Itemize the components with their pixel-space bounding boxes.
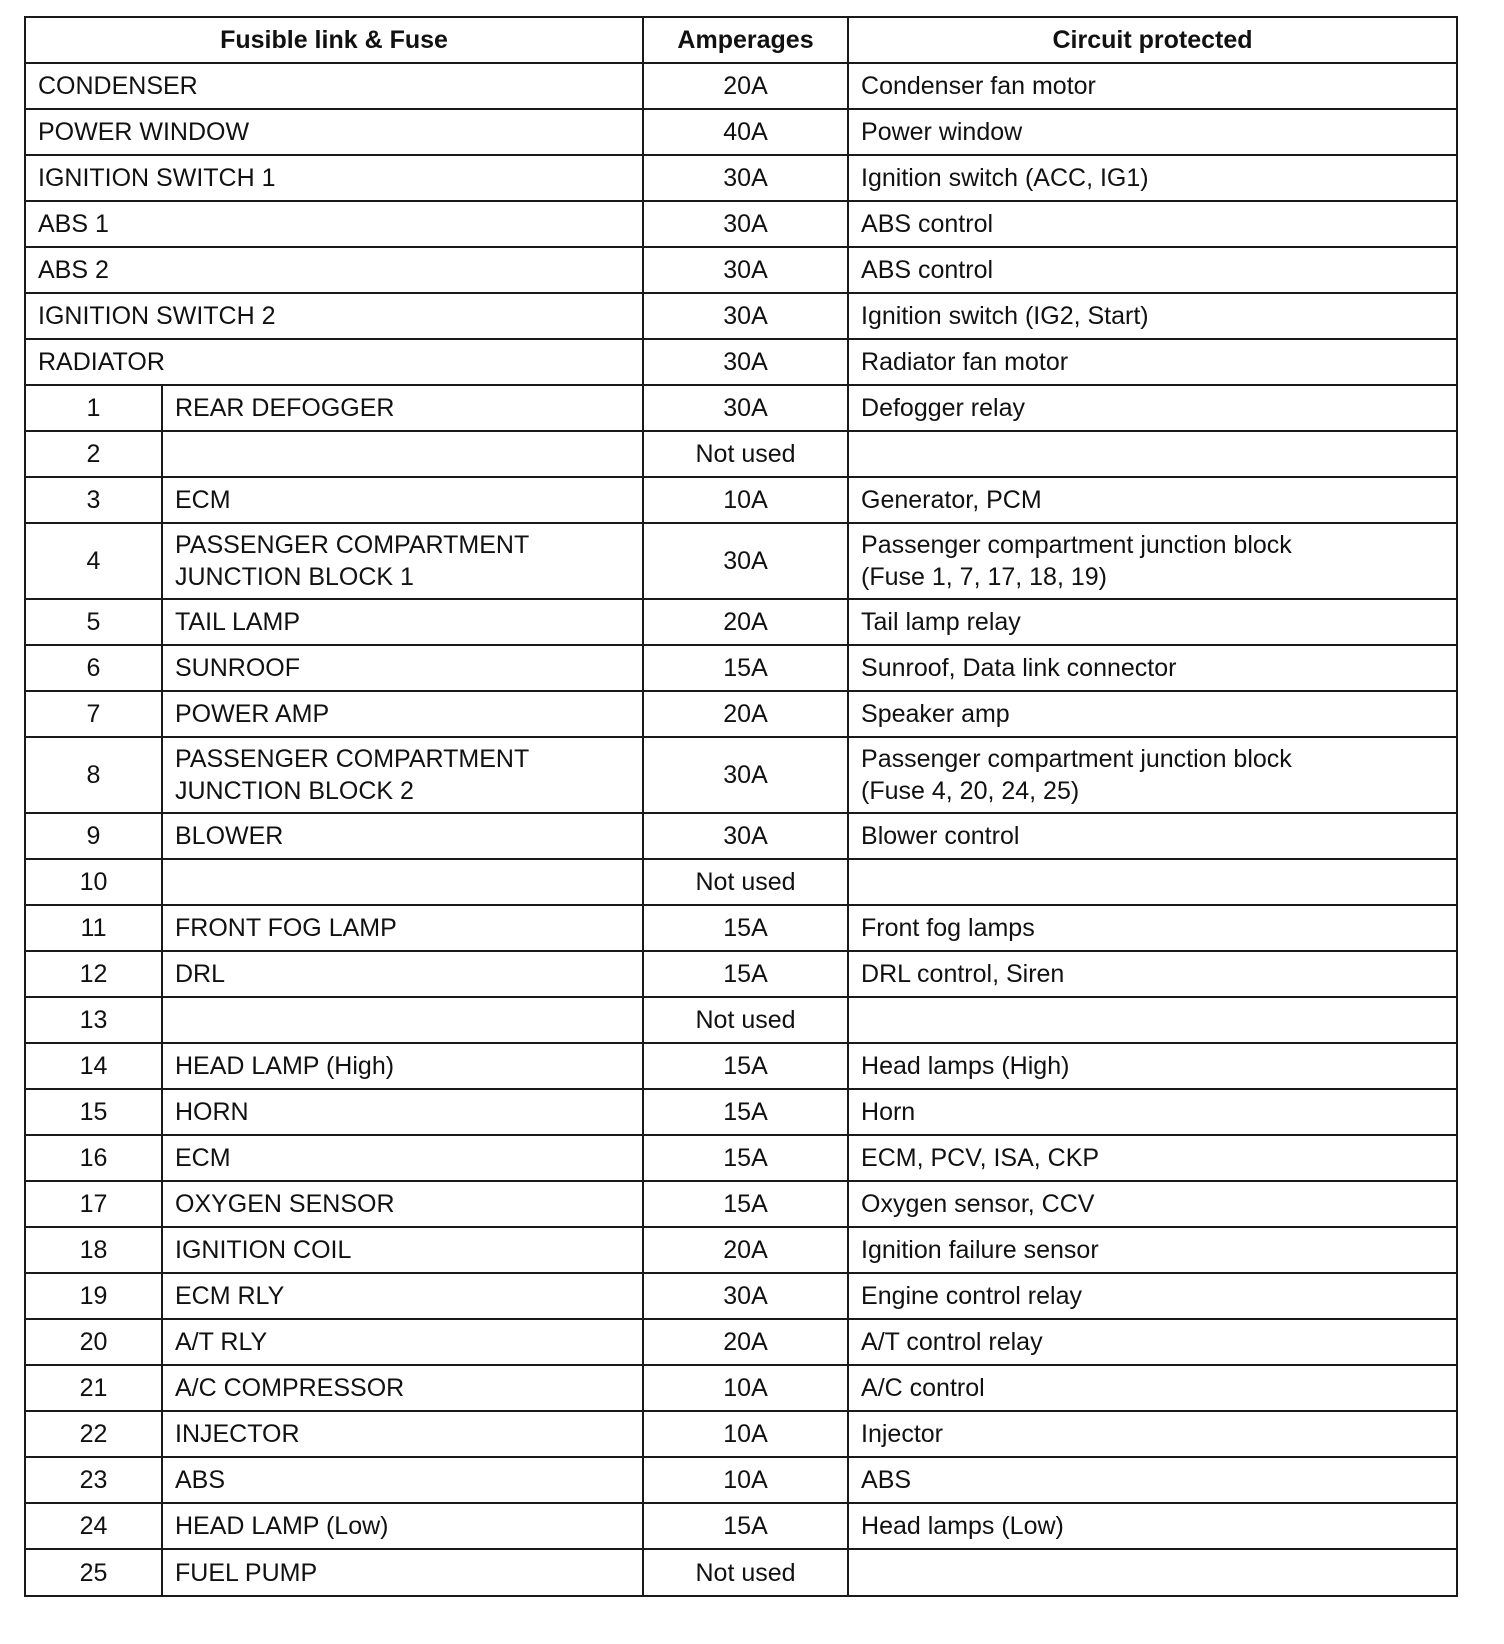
fuse-name-cell-text: IGNITION COIL [175,1236,352,1264]
fuse-name-cell [162,523,643,599]
circuit-cell [848,813,1457,859]
amperage-cell: 30A [643,155,848,201]
table-row [25,1549,1457,1596]
circuit-cell [848,385,1457,431]
fuse-number-cell-text: 4 [86,547,101,575]
fuse-number-cell-text: 11 [80,914,107,942]
amperage-cell-text: Not used [695,868,796,896]
amperage-cell [643,477,848,523]
fuse-number-cell-text: 2 [86,440,101,468]
circuit-cell [848,1089,1457,1135]
circuit-cell [848,523,1457,599]
fuse-number-cell [25,1135,162,1181]
fuse-number-cell [25,1365,162,1411]
fuse-name-cell-text: REAR DEFOGGER [175,394,395,422]
fuse-number-cell [25,1319,162,1365]
circuit-cell-text: Tail lamp relay [861,608,1021,636]
amperage-cell [643,691,848,737]
amperage-cell [643,813,848,859]
circuit-cell-text: Injector [861,1420,943,1448]
amperage-cell [643,523,848,599]
fuse-name-cell-text: DRL [175,960,226,988]
fuse-name-cell [162,1181,643,1227]
circuit-cell-text: Head lamps (Low) [861,1512,1064,1540]
circuit-cell: Condenser fan motor [848,63,1457,109]
fuse-number-cell [25,477,162,523]
fuse-name-cell-text: ECM [175,486,231,514]
fusible-link-name: ABS 2 [25,247,643,293]
circuit-cell [848,1411,1457,1457]
amperage-cell [643,1457,848,1503]
fuse-number-cell [25,599,162,645]
table-row [25,1043,1457,1089]
fuse-number-cell [25,1181,162,1227]
fuse-number-cell [25,523,162,599]
fuse-name-cell-text: SUNROOF [175,654,300,682]
table-row [25,385,1457,431]
fuse-number-cell [25,691,162,737]
table-row [25,109,1457,155]
amperage-cell-text: 15A [723,1144,768,1172]
table-row [25,1273,1457,1319]
circuit-cell: Ignition switch (ACC, IG1) [848,155,1457,201]
amperage-cell [643,997,848,1043]
amperage-cell [643,599,848,645]
table-row [25,477,1457,523]
amperage-cell [643,385,848,431]
fuse-name-cell [162,1227,643,1273]
fuse-number-cell-text: 13 [79,1006,108,1034]
table-row [25,1135,1457,1181]
circuit-cell [848,1319,1457,1365]
fuse-name-cell [162,813,643,859]
amperage-cell-text: 15A [723,914,768,942]
amperage-cell [643,905,848,951]
fuse-number-cell [25,385,162,431]
circuit-cell-text: ABS [861,1466,912,1494]
fuse-number-cell [25,1457,162,1503]
circuit-cell [848,859,1457,905]
table-row [25,951,1457,997]
header-circuit: Circuit protected [848,17,1457,63]
table-row [25,1319,1457,1365]
circuit-cell-text: Defogger relay [861,394,1025,422]
fuse-number-cell [25,1549,162,1596]
table-row [25,339,1457,385]
fuse-name-cell-text: ABS [175,1466,226,1494]
table-row [25,859,1457,905]
amperage-cell-text: Not used [695,440,796,468]
fuse-name-cell-text: POWER AMP [175,700,330,728]
table-row [25,813,1457,859]
fuse-number-cell [25,431,162,477]
fuse-name-cell-text: HEAD LAMP (Low) [175,1512,389,1540]
circuit-cell-text: Passenger compartment junction block (Fuse 1, 7, 17, 18, 19) [861,531,1292,591]
amperage-cell: 20A [643,63,848,109]
fuse-number-cell [25,1273,162,1319]
circuit-cell [848,1227,1457,1273]
circuit-cell-text: Head lamps (High) [861,1052,1070,1080]
fuse-name-cell [162,997,643,1043]
table-row [25,1503,1457,1549]
table-row [25,599,1457,645]
amperage-cell: 30A [643,339,848,385]
amperage-cell-text: 20A [723,1328,768,1356]
circuit-cell: Power window [848,109,1457,155]
fuse-name-cell-text: A/C COMPRESSOR [175,1374,405,1402]
fuse-number-cell-text: 25 [79,1558,108,1587]
circuit-cell-text: Passenger compartment junction block (Fuse 4, 20, 24, 25) [861,745,1292,805]
fuse-number-cell [25,951,162,997]
circuit-cell: Radiator fan motor [848,339,1457,385]
fuse-number-cell-text: 3 [86,486,101,514]
amperage-cell [643,1411,848,1457]
fuse-name-cell-text: OXYGEN SENSOR [175,1190,395,1218]
circuit-cell-text: DRL control, Siren [861,960,1065,988]
amperage-cell: 30A [643,201,848,247]
amperage-cell-text: 15A [723,1512,768,1540]
amperage-cell-text: 10A [723,1420,768,1448]
amperage-cell-text: Not used [695,1006,796,1034]
circuit-cell [848,645,1457,691]
circuit-cell [848,599,1457,645]
fusible-link-name: ABS 1 [25,201,643,247]
table-row [25,997,1457,1043]
fuse-name-cell-text: INJECTOR [175,1420,300,1448]
circuit-cell [848,1549,1457,1596]
table-row [25,155,1457,201]
fuse-number-cell-text: 24 [79,1512,108,1540]
fuse-name-cell-text: ECM [175,1144,231,1172]
fuse-number-cell [25,1043,162,1089]
fuse-number-cell [25,737,162,813]
table-row [25,1411,1457,1457]
fuse-number-cell [25,1227,162,1273]
fuse-name-cell [162,859,643,905]
fuse-number-cell-text: 10 [79,868,108,896]
circuit-cell [848,905,1457,951]
amperage-cell [643,1089,848,1135]
amperage-cell-text: 15A [723,960,768,988]
fuse-number-cell-text: 16 [79,1144,108,1172]
amperage-cell-text: 10A [723,1374,768,1402]
amperage-cell-text: Not used [695,1558,796,1587]
fuse-name-cell [162,1273,643,1319]
fuse-name-cell [162,645,643,691]
amperage-cell [643,1227,848,1273]
fuse-name-cell-text: PASSENGER COMPARTMENT JUNCTION BLOCK 1 [175,531,530,591]
amperage-cell-text: 15A [723,1098,768,1126]
circuit-cell-text: Generator, PCM [861,486,1042,514]
circuit-cell [848,1365,1457,1411]
fuse-number-cell-text: 9 [86,822,101,850]
fuse-number-cell [25,997,162,1043]
fuse-name-cell [162,1503,643,1549]
fuse-number-cell-text: 21 [79,1374,108,1402]
circuit-cell [848,691,1457,737]
fuse-name-cell [162,1089,643,1135]
fuse-number-cell-text: 8 [86,761,101,789]
fuse-name-cell-text: BLOWER [175,822,284,850]
fuse-name-cell [162,737,643,813]
fuse-number-cell-text: 23 [79,1466,108,1494]
circuit-cell [848,997,1457,1043]
table-row [25,201,1457,247]
fuse-number-cell-text: 6 [86,654,101,682]
table-row [25,1089,1457,1135]
amperage-cell [643,645,848,691]
fuse-name-cell [162,1411,643,1457]
amperage-cell-text: 10A [723,1466,768,1494]
circuit-cell-text: Horn [861,1098,916,1126]
amperage-cell-text: 15A [723,1052,768,1080]
fuse-name-cell [162,1135,643,1181]
amperage-cell [643,1273,848,1319]
table-row [25,523,1457,599]
fuse-number-cell-text: 15 [79,1098,108,1126]
circuit-cell: ABS control [848,201,1457,247]
table-row [25,1365,1457,1411]
circuit-cell [848,1503,1457,1549]
amperage-cell [643,1503,848,1549]
fuse-name-cell [162,1549,643,1596]
amperage-cell-text: 30A [723,394,768,422]
fuse-number-cell-text: 17 [79,1190,108,1218]
fuse-name-cell [162,385,643,431]
fusible-link-name: IGNITION SWITCH 1 [25,155,643,201]
fuse-name-cell [162,951,643,997]
amperage-cell-text: 10A [723,486,768,514]
fusible-link-name: IGNITION SWITCH 2 [25,293,643,339]
amperage-cell: 40A [643,109,848,155]
amperage-cell [643,1365,848,1411]
fuse-number-cell-text: 20 [79,1328,108,1356]
fuse-name-cell [162,1043,643,1089]
fuse-table [24,16,1458,1597]
amperage-cell [643,951,848,997]
fuse-number-cell [25,645,162,691]
circuit-cell [848,1135,1457,1181]
amperage-cell [643,1319,848,1365]
fuse-number-cell-text: 14 [79,1052,108,1080]
circuit-cell-text: A/C control [861,1374,985,1402]
table-row [25,293,1457,339]
amperage-cell-text: 30A [723,547,768,575]
fuse-number-cell-text: 18 [79,1236,108,1264]
fusible-link-name: RADIATOR [25,339,643,385]
circuit-cell-text: Ignition failure sensor [861,1236,1099,1264]
fuse-name-cell-text: A/T RLY [175,1328,268,1356]
amperage-cell: 30A [643,247,848,293]
amperage-cell [643,737,848,813]
fuse-number-cell-text: 5 [86,608,101,636]
table-header-row [25,17,1457,63]
table-row [25,431,1457,477]
fuse-name-cell [162,431,643,477]
fuse-number-cell-text: 1 [86,394,101,422]
circuit-cell-text: Engine control relay [861,1282,1082,1310]
fuse-name-cell [162,1319,643,1365]
amperage-cell [643,1181,848,1227]
amperage-cell [643,1135,848,1181]
circuit-cell [848,1181,1457,1227]
amperage-cell [643,1549,848,1596]
fuse-number-cell-text: 7 [86,700,101,728]
table-row [25,1227,1457,1273]
circuit-cell-text: A/T control relay [861,1328,1043,1356]
amperage-cell-text: 20A [723,1236,768,1264]
circuit-cell-text: Sunroof, Data link connector [861,654,1177,682]
table-row [25,691,1457,737]
amperage-cell: 30A [643,293,848,339]
amperage-cell-text: 20A [723,608,768,636]
circuit-cell-text: Oxygen sensor, CCV [861,1190,1095,1218]
fuse-name-cell-text: FUEL PUMP [175,1558,318,1587]
table-row [25,63,1457,109]
fuse-name-cell [162,1365,643,1411]
fuse-number-cell [25,1411,162,1457]
header-amperage: Amperages [643,17,848,63]
table-row [25,1181,1457,1227]
circuit-cell-text: ECM, PCV, ISA, CKP [861,1144,1100,1172]
fusible-link-name: POWER WINDOW [25,109,643,155]
fuse-number-cell-text: 19 [79,1282,108,1310]
amperage-cell-text: 15A [723,654,768,682]
fuse-number-cell [25,859,162,905]
circuit-cell [848,737,1457,813]
circuit-cell-text: Speaker amp [861,700,1010,728]
fuse-number-cell [25,1089,162,1135]
amperage-cell [643,859,848,905]
fuse-number-cell [25,813,162,859]
fuse-name-cell-text: FRONT FOG LAMP [175,914,397,942]
fuse-name-cell-text: PASSENGER COMPARTMENT JUNCTION BLOCK 2 [175,745,530,805]
amperage-cell-text: 30A [723,822,768,850]
fuse-name-cell [162,691,643,737]
table-row [25,737,1457,813]
circuit-cell [848,951,1457,997]
fuse-number-cell [25,905,162,951]
circuit-cell-text: Blower control [861,822,1020,850]
table-row [25,1457,1457,1503]
fuse-name-cell-text: HEAD LAMP (High) [175,1052,395,1080]
circuit-cell: ABS control [848,247,1457,293]
fusible-link-name: CONDENSER [25,63,643,109]
fuse-name-cell-text: HORN [175,1098,249,1126]
fuse-name-cell [162,477,643,523]
fuse-name-cell-text: TAIL LAMP [175,608,301,636]
amperage-cell-text: 15A [723,1190,768,1218]
fuse-name-cell [162,1457,643,1503]
circuit-cell [848,431,1457,477]
fuse-name-cell-text: ECM RLY [175,1282,285,1310]
fuse-number-cell-text: 12 [79,960,108,988]
circuit-cell: Ignition switch (IG2, Start) [848,293,1457,339]
circuit-cell-text: Front fog lamps [861,914,1035,942]
table-row [25,905,1457,951]
amperage-cell-text: 30A [723,1282,768,1310]
amperage-cell [643,1043,848,1089]
fuse-name-cell [162,599,643,645]
fuse-number-cell-text: 22 [79,1420,108,1448]
circuit-cell [848,1043,1457,1089]
fuse-name-cell [162,905,643,951]
circuit-cell [848,1273,1457,1319]
table-row [25,247,1457,293]
table-body [25,63,1457,1596]
amperage-cell-text: 30A [723,761,768,789]
fuse-number-cell [25,1503,162,1549]
amperage-cell-text: 20A [723,700,768,728]
header-fuse: Fusible link & Fuse [25,17,643,63]
circuit-cell [848,477,1457,523]
amperage-cell [643,431,848,477]
table-row [25,645,1457,691]
circuit-cell [848,1457,1457,1503]
